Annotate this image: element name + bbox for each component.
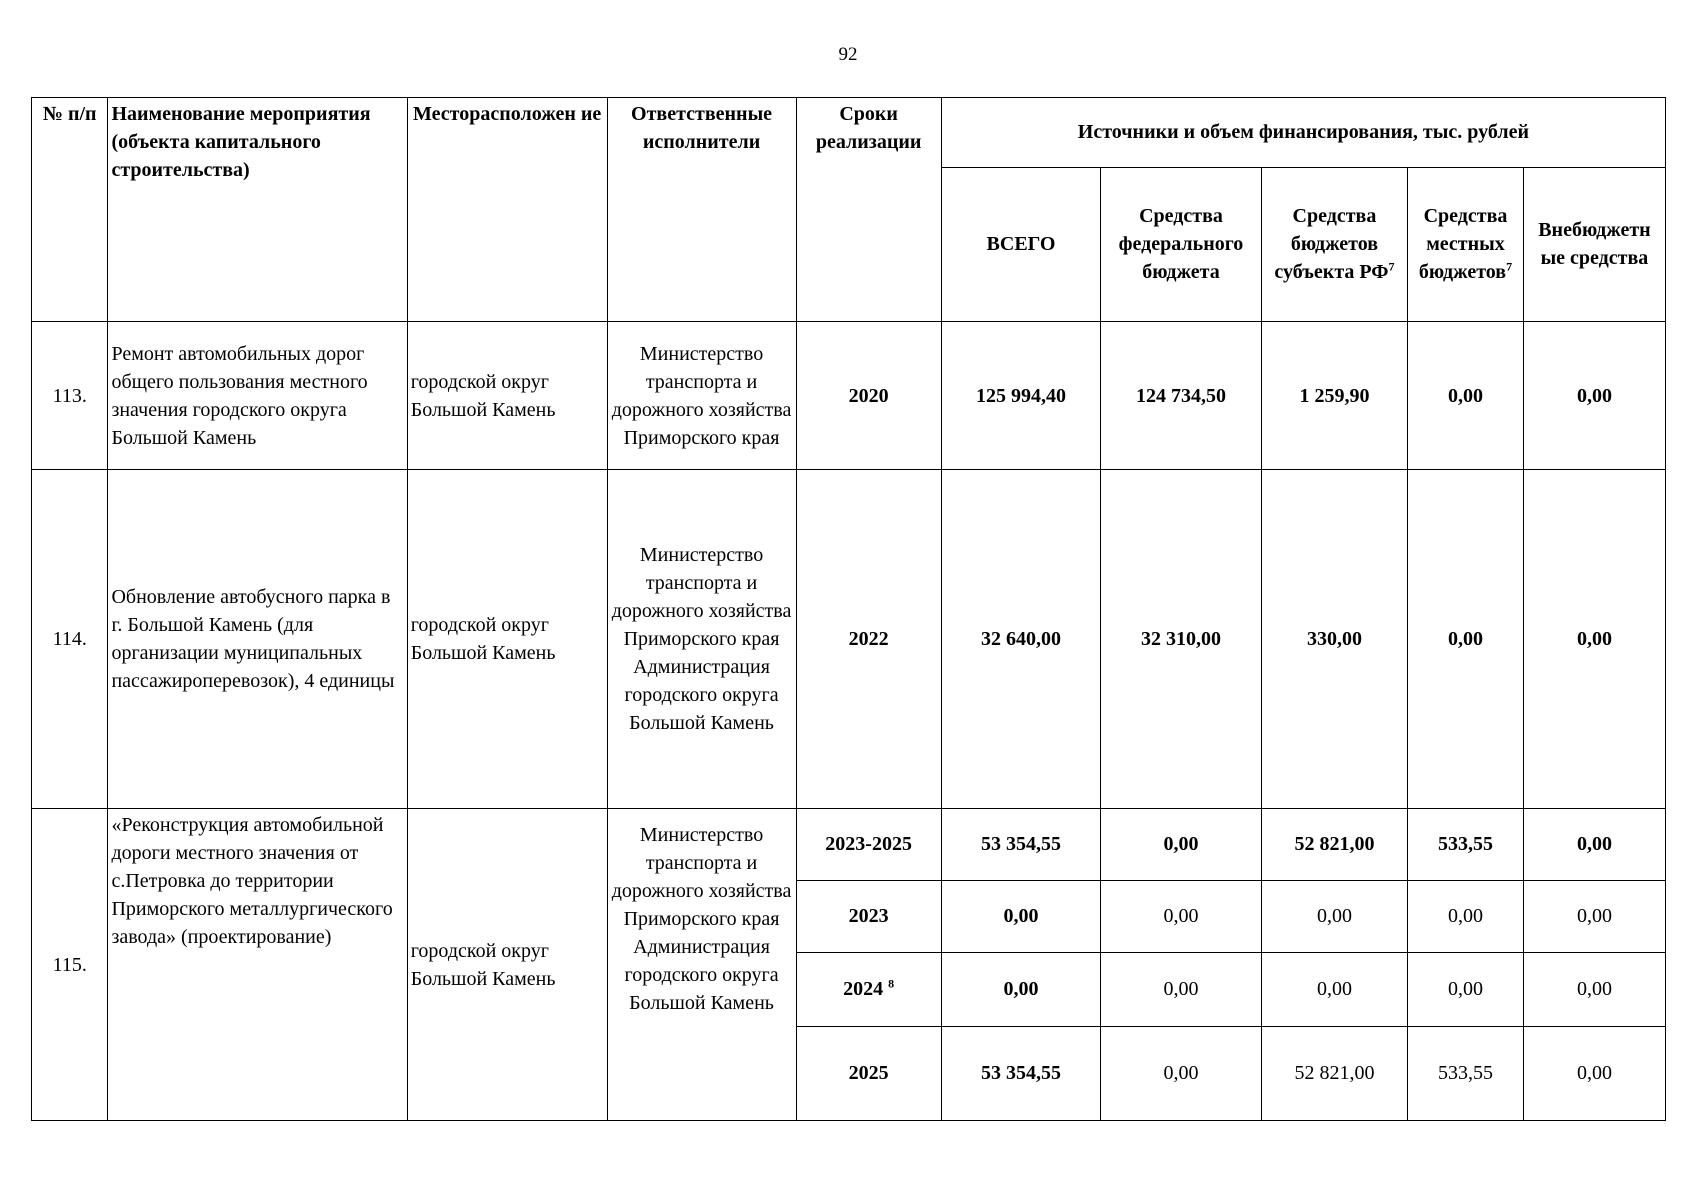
header-no: № п/п — [32, 98, 108, 322]
row-term: 2024 $^8$ — [796, 952, 941, 1026]
row-local: 0,00 — [1408, 952, 1524, 1026]
row-subject: 52 821,00 — [1261, 809, 1407, 881]
row-subject: 330,00 — [1261, 470, 1407, 809]
row-federal: 0,00 — [1101, 952, 1262, 1026]
row-term: 2022 — [796, 470, 941, 809]
header-subject: Средства бюджетов субъекта $РФ^7$ — [1261, 167, 1407, 321]
row-location: городской округ Большой Камень — [407, 321, 607, 470]
row-subject: 1 259,90 — [1261, 321, 1407, 470]
row-local: 533,55 — [1408, 809, 1524, 881]
row-total: 53 354,55 — [941, 809, 1100, 881]
row-name: Ремонт автомобильных дорог общего пользования местного значения городского округа Большой Камень — [108, 321, 407, 470]
row-responsible: Министерство транспорта и дорожного хозяйства Приморского края Администрация городского округа Большой Камень — [607, 809, 796, 1121]
header-name: Наименование мероприятия (объекта капитального строительства) — [108, 98, 407, 322]
row-term: 2020 — [796, 321, 941, 470]
row-subject: 0,00 — [1261, 880, 1407, 952]
header-federal: Средства федерального бюджета — [1101, 167, 1262, 321]
row-total: 32 640,00 — [941, 470, 1100, 809]
row-name: Обновление автобусного парка в г. Большой Камень (для организации муниципальных пассажироперевозок), 4 единицы — [108, 470, 407, 809]
row-federal: 0,00 — [1101, 1026, 1262, 1120]
row-total: 53 354,55 — [941, 1026, 1100, 1120]
row-subject: 52 821,00 — [1261, 1026, 1407, 1120]
footnote-marker: 8 — [888, 976, 895, 991]
row-number: 113. — [32, 321, 108, 470]
header-terms: Сроки реализации — [796, 98, 941, 322]
row-number: 115. — [32, 809, 108, 1121]
table-row — [32, 809, 1666, 881]
row-responsible: Министерство транспорта и дорожного хозяйства Приморского края — [607, 321, 796, 470]
row-total: 0,00 — [941, 880, 1100, 952]
row-local: 0,00 — [1408, 321, 1524, 470]
page-number: 92 — [838, 44, 858, 65]
row-subject: 0,00 — [1261, 952, 1407, 1026]
row-location: городской округ Большой Камень — [407, 470, 607, 809]
row-federal: 0,00 — [1101, 880, 1262, 952]
row-federal: 0,00 — [1101, 809, 1262, 881]
row-extra: 0,00 — [1523, 1026, 1665, 1120]
row-term: 2025 — [796, 1026, 941, 1120]
table-row — [32, 470, 1666, 809]
row-federal: 32 310,00 — [1101, 470, 1262, 809]
row-total: 125 994,40 — [941, 321, 1100, 470]
row-extra: 0,00 — [1523, 470, 1665, 809]
header-responsible: Ответственные исполнители — [607, 98, 796, 322]
row-term: 2023 — [796, 880, 941, 952]
row-term: 2023-2025 — [796, 809, 941, 881]
row-local: 533,55 — [1408, 1026, 1524, 1120]
table-row — [32, 321, 1666, 470]
header-location: Месторасположен ие — [407, 98, 607, 322]
row-federal: 124 734,50 — [1101, 321, 1262, 470]
row-local: 0,00 — [1408, 470, 1524, 809]
row-name: «Реконструкция автомобильной дороги местного значения от с.Петровка до территории Приморского металлургического завода» (проектирование) — [108, 809, 407, 1121]
header-extra: Внебюджетн ые средства — [1523, 167, 1665, 321]
row-local: 0,00 — [1408, 880, 1524, 952]
row-extra: 0,00 — [1523, 952, 1665, 1026]
row-responsible: Министерство транспорта и дорожного хозяйства Приморского края Администрация городского округа Большой Камень — [607, 470, 796, 809]
header-sources: Источники и объем финансирования, тыс. рублей — [941, 98, 1665, 168]
row-extra: 0,00 — [1523, 321, 1665, 470]
header-total: ВСЕГО — [941, 167, 1100, 321]
row-number: 114. — [32, 470, 108, 809]
row-location: городской округ Большой Камень — [407, 809, 607, 1121]
header-local: Средства местных бюджетов$^7$ — [1408, 167, 1524, 321]
row-total: 0,00 — [941, 952, 1100, 1026]
row-extra: 0,00 — [1523, 880, 1665, 952]
row-extra: 0,00 — [1523, 809, 1665, 881]
financing-table — [31, 97, 1666, 1121]
